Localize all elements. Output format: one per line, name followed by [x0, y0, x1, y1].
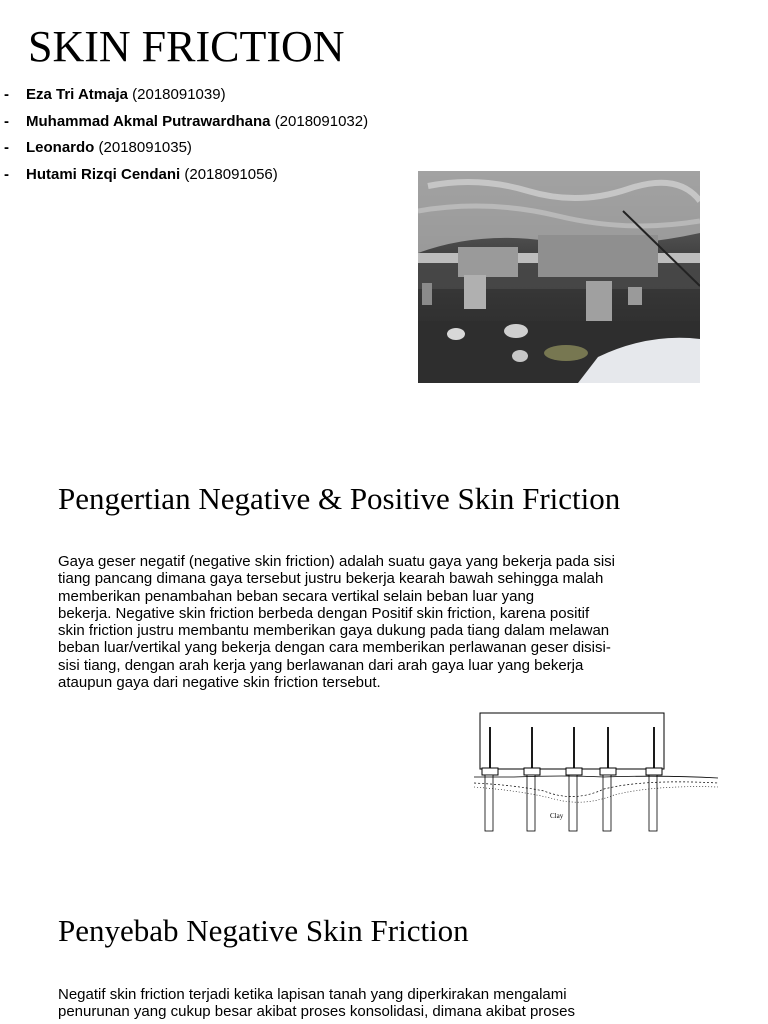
author-item	[4, 112, 368, 132]
author-name: Eza Tri Atmaja	[26, 86, 128, 103]
author-item	[4, 85, 226, 105]
bullet-dash: -	[4, 86, 9, 103]
bullet-dash: -	[4, 139, 9, 156]
author-name: Muhammad Akmal Putrawardhana	[26, 113, 271, 130]
bullet-dash: -	[4, 166, 9, 183]
bullet-dash: -	[4, 113, 9, 130]
page-title: SKIN FRICTION	[28, 22, 345, 71]
soil-label: Clay	[550, 812, 564, 820]
section-paragraph: Negatif skin friction terjadi ketika lapisan tanah yang diperkirakan mengalami penurunan yang cukup besar akibat proses konsolidasi, dimana akibat proses	[58, 986, 575, 1021]
photo-icon	[418, 171, 700, 383]
section-heading: Pengertian Negative & Positive Skin Friction	[58, 481, 621, 516]
author-id: (2018091039)	[132, 86, 226, 103]
section-paragraph: Gaya geser negatif (negative skin friction) adalah suatu gaya yang bekerja pada sisi tiang pancang dimana gaya tersebut justru bekerja kearah bawah sehingga malah memberikan penambahan beban secara vertikal selain beban luar yang bekerja. Negative skin friction berbeda dengan Positif skin friction, karena positif skin friction justru membantu memberikan gaya dukung pada tiang dalam melawan beban luar/vertikal yang bekerja dengan cara memberikan perlawanan geser disisi- sisi tiang, dengan arah kerja yang berlawanan dari arah gaya luar yang bekerja ataupun gaya dari negative skin friction tersebut.	[58, 553, 615, 692]
author-id: (2018091056)	[184, 166, 278, 183]
author-id: (2018091035)	[98, 139, 192, 156]
author-id: (2018091032)	[274, 113, 369, 130]
author-item	[4, 138, 192, 158]
author-name: Hutami Rizqi Cendani	[26, 166, 181, 183]
author-item	[4, 165, 278, 185]
section-heading: Penyebab Negative Skin Friction	[58, 913, 469, 948]
pile-diagram-icon	[474, 711, 720, 836]
author-name: Leonardo	[26, 139, 95, 156]
